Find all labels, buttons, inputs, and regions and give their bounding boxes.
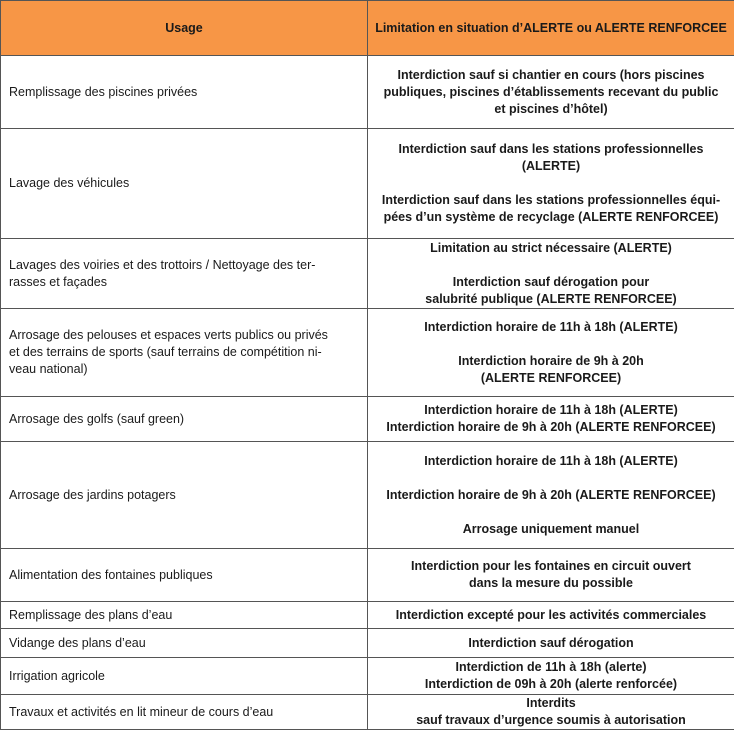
table-row	[1, 442, 734, 549]
table-row	[1, 658, 734, 695]
usage-cell	[1, 549, 368, 602]
limitation-text: Interdiction sauf dans les stations professionnelles équi-	[381, 193, 721, 207]
limitation-text: Limitation au strict nécessaire (ALERTE)	[430, 240, 672, 255]
limitation-text: salubrité publique (ALERTE RENFORCEE)	[425, 291, 677, 306]
paragraph-gap	[376, 336, 726, 353]
limitation-text: Interdiction horaire de 11h à 18h (ALERTE)	[424, 403, 678, 417]
usage-cell	[1, 309, 368, 397]
limitation-cell	[368, 658, 734, 695]
limitation-text: sauf travaux d’urgence soumis à autorisation	[416, 713, 686, 727]
usage-cell	[1, 629, 368, 658]
limitation-text: Interdiction horaire de 9h à 20h	[458, 353, 644, 368]
limitation-text: pées d’un système de recyclage (ALERTE RENFORCEE)	[383, 210, 719, 224]
limitation-text: Interdiction horaire de 11h à 18h (ALERTE)	[424, 319, 678, 334]
limitation-text: Interdiction horaire de 11h à 18h (ALERTE)	[424, 453, 678, 468]
limitation-text: et piscines d’hôtel)	[494, 101, 608, 116]
limitation-cell	[368, 129, 734, 239]
usage-text: veau national)	[9, 362, 88, 376]
usage-cell	[1, 695, 368, 730]
usage-text: Alimentation des fontaines publiques	[9, 567, 213, 582]
table-row	[1, 129, 734, 239]
usage-cell	[1, 129, 368, 239]
limitation-cell	[368, 695, 734, 730]
usage-text: Lavages des voiries et des trottoirs / Nettoyage des ter-	[9, 257, 316, 272]
limitation-text: dans la mesure du possible	[469, 576, 633, 590]
limitation-cell	[368, 56, 734, 129]
limitation-text: Interdiction sauf dérogation pour	[452, 274, 650, 289]
table-row	[1, 56, 734, 129]
limitation-text: Arrosage uniquement manuel	[462, 521, 640, 536]
table-body	[1, 56, 734, 730]
usage-cell	[1, 442, 368, 549]
paragraph-gap	[376, 470, 726, 487]
header-usage: Usage	[1, 1, 368, 56]
limitation-cell	[368, 629, 734, 658]
limitation-text: (ALERTE)	[521, 159, 581, 173]
usage-cell	[1, 239, 368, 309]
table-row	[1, 602, 734, 629]
header-row	[1, 1, 734, 56]
limitation-text: Interdiction sauf si chantier en cours (hors piscines	[397, 67, 705, 82]
limitation-cell	[368, 309, 734, 397]
table-row	[1, 309, 734, 397]
usage-cell	[1, 397, 368, 442]
table-row	[1, 397, 734, 442]
limitation-cell	[368, 442, 734, 549]
usage-cell	[1, 56, 368, 129]
table-row	[1, 629, 734, 658]
limitation-text: Interdiction pour les fontaines en circuit ouvert	[411, 559, 691, 573]
usage-cell	[1, 602, 368, 629]
limitation-text: Interdiction horaire de 9h à 20h (ALERTE RENFORCEE)	[386, 487, 716, 502]
limitation-cell	[368, 239, 734, 309]
paragraph-gap	[376, 257, 726, 274]
header-limitation: Limitation en situation d’ALERTE ou ALERTE RENFORCEE	[368, 1, 734, 56]
usage-cell	[1, 658, 368, 695]
usage-text: Remplissage des plans d’eau	[9, 607, 173, 622]
limitation-text: Interdiction horaire de 9h à 20h (ALERTE RENFORCEE)	[386, 420, 716, 434]
limitation-text: (ALERTE RENFORCEE)	[480, 370, 622, 385]
usage-text: Irrigation agricole	[9, 668, 105, 683]
paragraph-gap	[376, 175, 726, 192]
usage-text: Travaux et activités en lit mineur de cours d’eau	[9, 704, 274, 719]
usage-text: Arrosage des golfs (sauf green)	[9, 411, 185, 426]
usage-text: Remplissage des piscines privées	[9, 84, 198, 99]
limitation-text: Interdiction sauf dans les stations professionnelles	[398, 142, 704, 156]
paragraph-gap	[376, 504, 726, 521]
limitation-cell	[368, 602, 734, 629]
limitation-text: publiques, piscines d’établissements recevant du public	[383, 84, 719, 99]
usage-text: rasses et façades	[9, 274, 107, 289]
usage-text: et des terrains de sports (sauf terrains de compétition ni-	[9, 345, 322, 359]
limitation-text: Interdits	[526, 696, 576, 710]
table-row	[1, 549, 734, 602]
limitation-text: Interdiction excepté pour les activités commerciales	[395, 607, 707, 622]
limitation-text: Interdiction sauf dérogation	[468, 635, 634, 650]
usage-text: Arrosage des jardins potagers	[9, 487, 176, 502]
limitation-cell	[368, 397, 734, 442]
limitation-cell	[368, 549, 734, 602]
table-row	[1, 239, 734, 309]
limitation-text: Interdiction de 11h à 18h (alerte)	[455, 660, 647, 674]
limitation-text: Interdiction de 09h à 20h (alerte renforcée)	[424, 677, 678, 691]
table-row	[1, 695, 734, 730]
usage-text: Arrosage des pelouses et espaces verts publics ou privés	[9, 328, 328, 342]
usage-text: Vidange des plans d’eau	[9, 635, 146, 650]
usage-text: Lavage des véhicules	[9, 176, 130, 190]
